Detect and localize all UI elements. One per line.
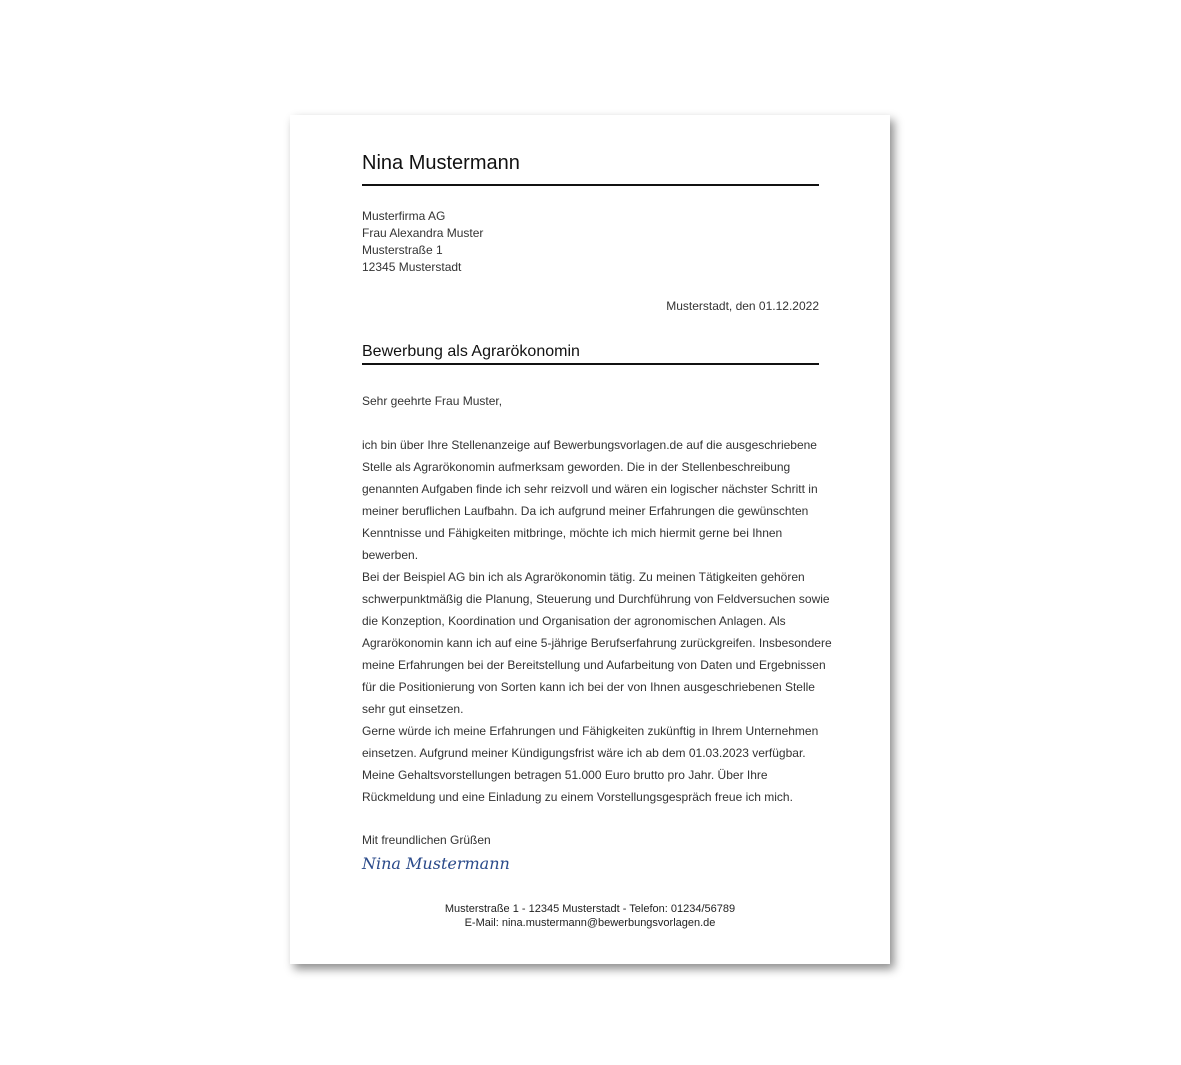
recipient-street: Musterstraße 1 bbox=[362, 243, 443, 257]
body-line: Stelle als Agrarökonomin aufmerksam geworden. Die in der Stellenbeschreibung bbox=[362, 460, 791, 474]
body-line: schwerpunktmäßig die Planung, Steuerung und Durchführung von Feldversuchen sowie bbox=[362, 592, 830, 606]
letter-footer bbox=[290, 902, 890, 930]
body-line: meiner beruflichen Laufbahn. Da ich aufgrund meiner Erfahrungen die gewünschten bbox=[362, 504, 809, 518]
subject-divider bbox=[362, 363, 819, 365]
body-line: Rückmeldung und eine Einladung zu einem Vorstellungsgespräch freue ich mich. bbox=[362, 790, 793, 804]
body-line: bewerben. bbox=[362, 548, 419, 562]
sender-name: Nina Mustermann bbox=[362, 152, 520, 174]
body-line: Gerne würde ich meine Erfahrungen und Fähigkeiten zukünftig in Ihrem Unternehmen bbox=[362, 724, 819, 738]
body-line: Bei der Beispiel AG bin ich als Agrarökonomin tätig. Zu meinen Tätigkeiten gehören bbox=[362, 570, 805, 584]
closing-phrase: Mit freundlichen Grüßen bbox=[362, 833, 491, 847]
letter-body bbox=[362, 434, 832, 808]
salutation: Sehr geehrte Frau Muster, bbox=[362, 394, 503, 408]
recipient-city: 12345 Musterstadt bbox=[362, 260, 462, 274]
body-line: sehr gut einsetzen. bbox=[362, 702, 464, 716]
signature: Nina Mustermann bbox=[362, 854, 510, 873]
recipient-company: Musterfirma AG bbox=[362, 209, 446, 223]
body-line: die Konzeption, Koordination und Organisation der agronomischen Anlagen. Als bbox=[362, 614, 786, 628]
letter-date: Musterstadt, den 01.12.2022 bbox=[666, 299, 819, 313]
body-line: für die Positionierung von Sorten kann ich bei der von Ihnen ausgeschriebenen Stelle bbox=[362, 680, 815, 694]
body-line: Kenntnisse und Fähigkeiten mitbringe, möchte ich mich hiermit gerne bei Ihnen bbox=[362, 526, 783, 540]
recipient-person: Frau Alexandra Muster bbox=[362, 226, 484, 240]
body-line: genannten Aufgaben finde ich sehr reizvoll und wären ein logischer nächster Schritt in bbox=[362, 482, 818, 496]
footer-address: Musterstraße 1 - 12345 Musterstadt - Telefon: 01234/56789 bbox=[444, 903, 736, 915]
letter-subject: Bewerbung als Agrarökonomin bbox=[362, 343, 580, 360]
recipient-address bbox=[362, 208, 483, 276]
body-line: Agrarökonomin kann ich auf eine 5-jährige Berufserfahrung zurückgreifen. Insbesondere bbox=[362, 636, 832, 650]
body-line: ich bin über Ihre Stellenanzeige auf Bewerbungsvorlagen.de auf die ausgeschriebene bbox=[362, 438, 817, 452]
body-line: meine Erfahrungen bei der Bereitstellung und Aufarbeitung von Daten und Ergebnissen bbox=[362, 658, 826, 672]
header-divider bbox=[362, 184, 819, 186]
body-line: einsetzen. Aufgrund meiner Kündigungsfrist wäre ich ab dem 01.03.2023 verfügbar. bbox=[362, 746, 806, 760]
footer-email: E-Mail: nina.mustermann@bewerbungsvorlagen.de bbox=[464, 917, 716, 929]
letter-page bbox=[290, 115, 890, 964]
body-line: Meine Gehaltsvorstellungen betragen 51.000 Euro brutto pro Jahr. Über Ihre bbox=[362, 768, 768, 782]
